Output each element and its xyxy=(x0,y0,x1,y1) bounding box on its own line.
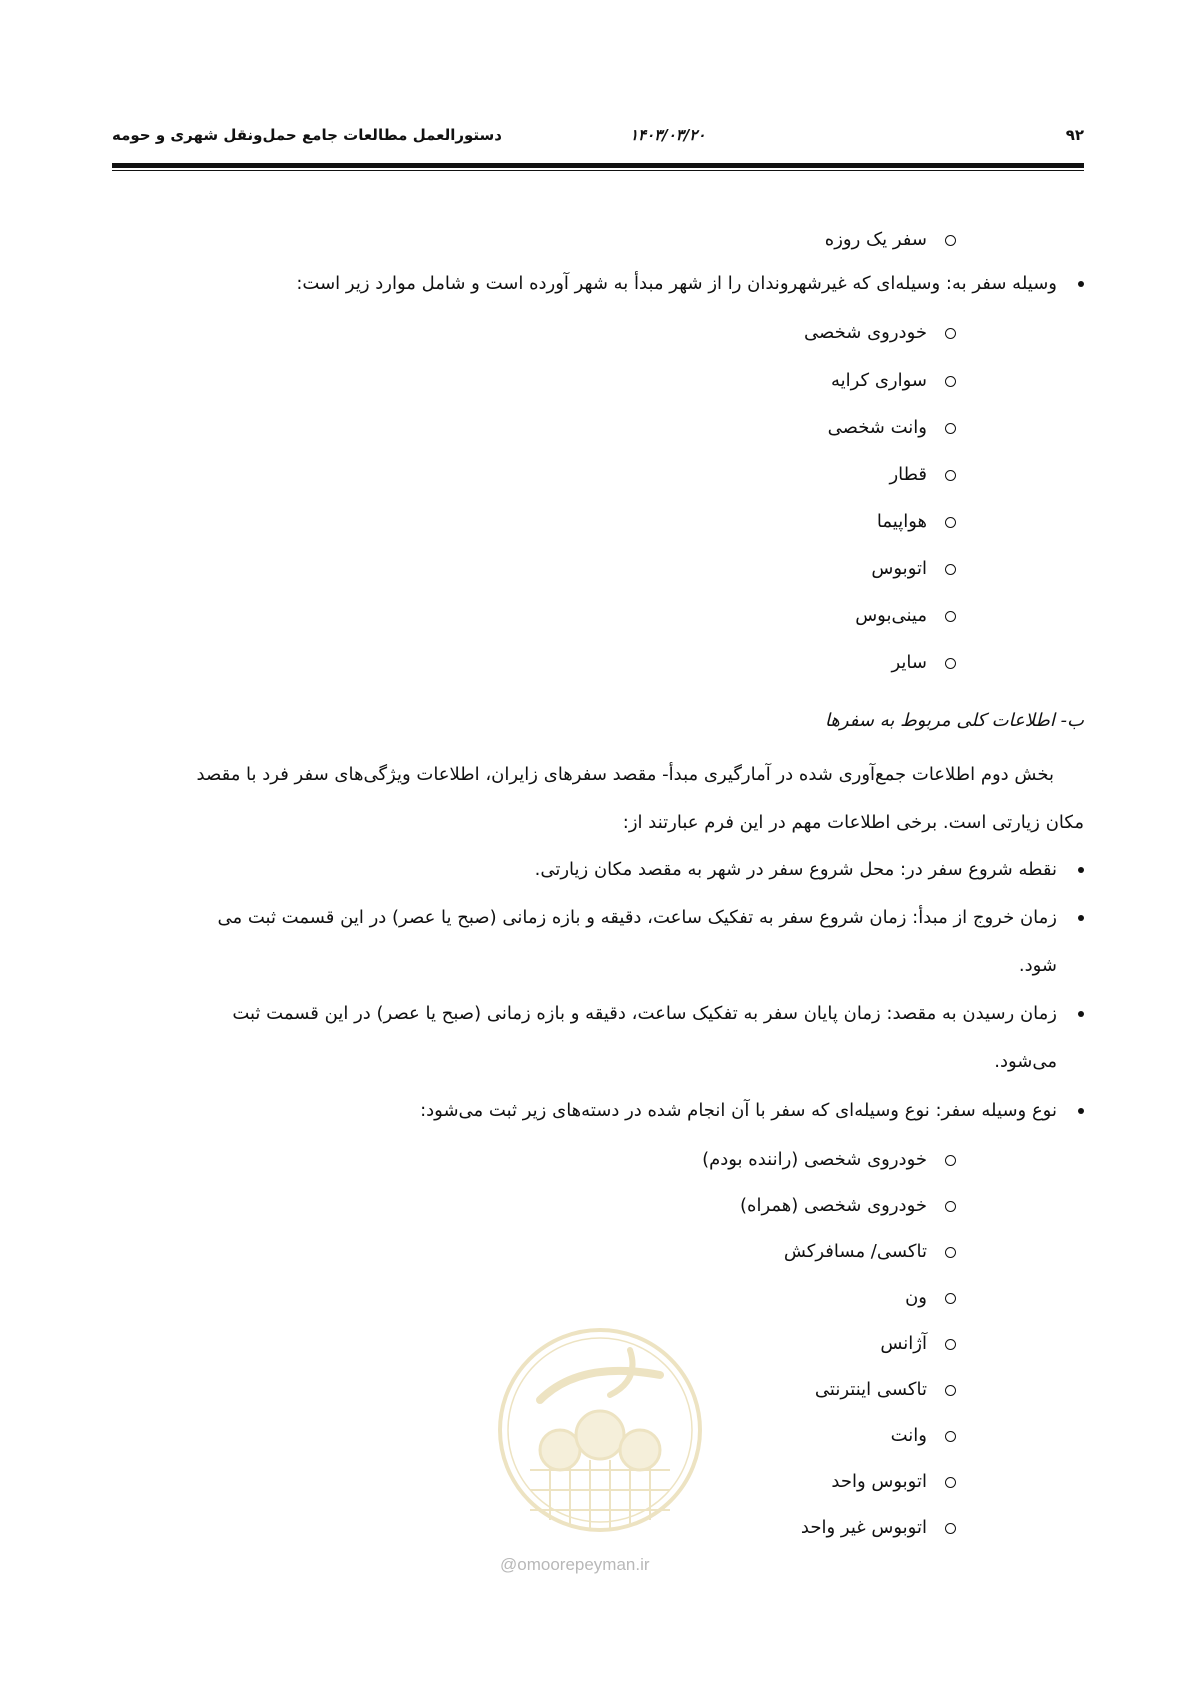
circle-bullet-icon xyxy=(945,517,956,528)
bullet-dot-icon xyxy=(1078,1011,1084,1017)
circle-bullet-icon xyxy=(945,328,956,339)
circle-bullet-icon xyxy=(945,1155,956,1166)
list-item xyxy=(891,1424,956,1448)
circle-bullet-icon xyxy=(945,376,956,387)
circle-bullet-icon xyxy=(945,1477,956,1488)
list-item-label: وانت xyxy=(890,1425,927,1446)
bullet-text: زمان رسیدن به مقصد: زمان پایان سفر به تفکیک ساعت، دقیقه و بازه زمانی (صبح یا عصر) در این قسمت ثبت xyxy=(232,1003,1057,1024)
section-heading: ب- اطلاعات کلی مربوط به سفرها xyxy=(824,710,1084,731)
page-number: ۹۲ xyxy=(1065,126,1084,144)
bullet-item xyxy=(112,1002,1084,1074)
page-header xyxy=(112,126,1084,148)
list-item-label: سفر یک روزه xyxy=(824,229,927,250)
list-item-label: آژانس xyxy=(880,1333,927,1354)
document-date: ۱۴۰۳/۰۳/۲۰ xyxy=(630,126,706,144)
header-rule-thin xyxy=(112,170,1084,171)
bullet-item xyxy=(296,272,1084,296)
list-item-label: خودروی شخصی (راننده بودم) xyxy=(702,1149,927,1170)
circle-bullet-icon xyxy=(945,564,956,575)
bullet-dot-icon xyxy=(1078,915,1084,921)
list-item xyxy=(905,1286,956,1310)
bullet-text-continued: می‌شود. xyxy=(994,1051,1057,1072)
list-item xyxy=(855,604,956,628)
bullet-dot-icon xyxy=(1078,867,1084,873)
list-item xyxy=(825,228,956,252)
watermark-url: @omoorepeyman.ir xyxy=(500,1555,650,1574)
list-item-label: تاکسی اینترنتی xyxy=(814,1379,927,1400)
list-item xyxy=(871,557,956,581)
bullet-dot-icon xyxy=(1078,281,1084,287)
bullet-item xyxy=(535,858,1084,882)
list-item-label: ون xyxy=(905,1287,927,1308)
list-item xyxy=(740,1194,956,1218)
list-item-label: اتوبوس xyxy=(871,558,927,579)
list-item xyxy=(804,321,956,345)
list-item-label: خودروی شخصی xyxy=(804,322,927,343)
list-item-label: سواری کرایه xyxy=(830,370,927,391)
list-item xyxy=(828,416,956,440)
paragraph-line: بخش دوم اطلاعات جمع‌آوری شده در آمارگیری مبدأ- مقصد سفرهای زایران، اطلاعات ویژگی‌های سفر فرد با مقصد xyxy=(196,764,1054,785)
paragraph-line: مکان زیارتی است. برخی اطلاعات مهم در این فرم عبارتند از: xyxy=(622,812,1084,833)
bullet-text-continued: شود. xyxy=(1018,955,1057,976)
list-item-label: خودروی شخصی (همراه) xyxy=(740,1195,927,1216)
circle-bullet-icon xyxy=(945,658,956,669)
list-item xyxy=(877,510,956,534)
bullet-text: وسیله سفر به: وسیله‌ای که غیرشهروندان را از شهر مبدأ به شهر آورده است و شامل موارد زیر است: xyxy=(296,273,1057,294)
circle-bullet-icon xyxy=(945,235,956,246)
list-item xyxy=(831,1470,956,1494)
circle-bullet-icon xyxy=(945,1385,956,1396)
bullet-dot-icon xyxy=(1078,1108,1084,1114)
bullet-text: نوع وسیله سفر: نوع وسیله‌ای که سفر با آن انجام شده در دسته‌های زیر ثبت می‌شود: xyxy=(420,1100,1057,1121)
list-item-label: وانت شخصی xyxy=(827,417,927,438)
list-item xyxy=(702,1148,956,1172)
list-item-label: هواپیما xyxy=(876,511,927,532)
circle-bullet-icon xyxy=(945,1201,956,1212)
list-item xyxy=(784,1240,956,1264)
list-item-label: اتوبوس واحد xyxy=(831,1471,927,1492)
circle-bullet-icon xyxy=(945,611,956,622)
bullet-item xyxy=(420,1099,1084,1123)
list-item-label: سایر xyxy=(891,652,927,673)
list-item xyxy=(831,369,956,393)
bullet-text: زمان خروج از مبدأ: زمان شروع سفر به تفکیک ساعت، دقیقه و بازه زمانی (صبح یا عصر) در این قسمت ثبت می xyxy=(217,907,1057,928)
list-item-label: تاکسی/ مسافرکش xyxy=(783,1241,927,1262)
list-item xyxy=(880,1332,956,1356)
circle-bullet-icon xyxy=(945,1431,956,1442)
watermark-logo xyxy=(490,1320,710,1540)
circle-bullet-icon xyxy=(945,1247,956,1258)
circle-bullet-icon xyxy=(945,1293,956,1304)
list-item xyxy=(815,1378,956,1402)
list-item xyxy=(889,463,956,487)
header-rule xyxy=(112,163,1084,168)
circle-bullet-icon xyxy=(945,423,956,434)
list-item-label: مینی‌بوس xyxy=(855,605,927,626)
bullet-item xyxy=(112,906,1084,978)
circle-bullet-icon xyxy=(945,470,956,481)
document-title: دستورالعمل مطالعات جامع حمل‌ونقل شهری و حومه xyxy=(112,126,502,144)
bullet-text: نقطه شروع سفر در: محل شروع سفر در شهر به مقصد مکان زیارتی. xyxy=(534,859,1057,880)
list-item-label: قطار xyxy=(889,464,927,485)
circle-bullet-icon xyxy=(945,1339,956,1350)
circle-bullet-icon xyxy=(945,1523,956,1534)
list-item-label: اتوبوس غیر واحد xyxy=(800,1517,927,1538)
list-item xyxy=(801,1516,956,1540)
list-item xyxy=(891,651,956,675)
